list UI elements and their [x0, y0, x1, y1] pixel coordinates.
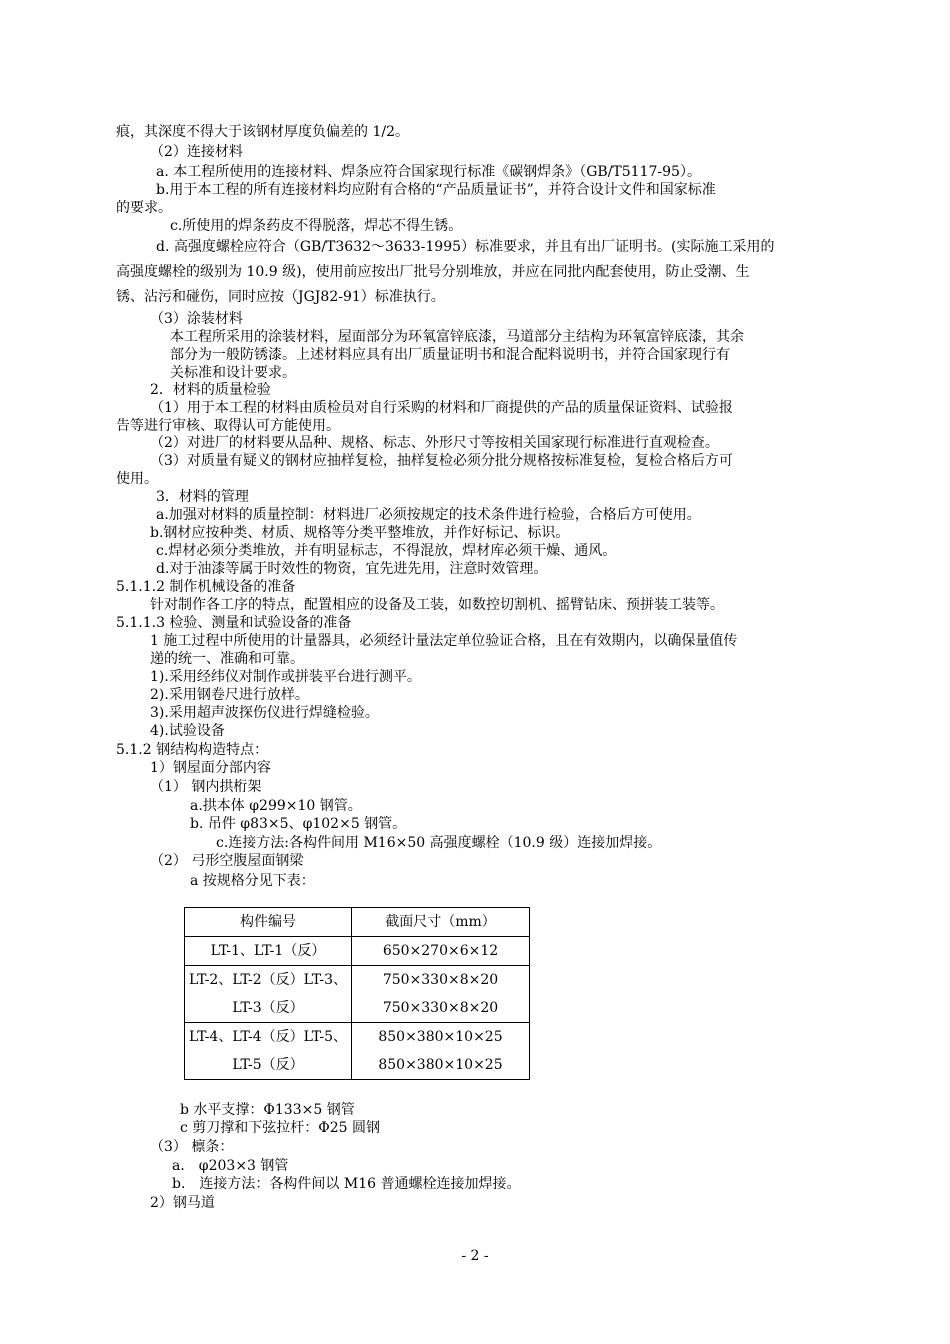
list-item: a.拱本体 φ299×10 钢管。	[190, 798, 362, 814]
list-item: b.用于本工程的所有连接材料均应附有合格的“产品质量证书”，并符合设计文件和国家标准	[156, 182, 716, 198]
paragraph-line: 的要求。	[116, 200, 172, 216]
list-item: c 剪刀撑和下弦拉杆：Φ25 圆钢	[180, 1120, 381, 1136]
list-item: b. 吊件 φ83×5、φ102×5 钢管。	[190, 816, 407, 832]
paragraph-line: 锈、沾污和碰伤，同时应按（JGJ82-91）标准执行。	[116, 289, 445, 305]
section-heading: 1）钢屋面分部内容	[150, 760, 271, 776]
paragraph-line: 痕，其深度不得大于该钢材厚度负偏差的 1/2。	[116, 124, 409, 140]
table-cell-size	[352, 1023, 530, 1080]
section-heading: 2．材料的质量检验	[150, 382, 271, 398]
size-value: 750×330×8×20	[382, 972, 499, 988]
table-row	[185, 937, 530, 966]
size-value: 750×330×8×20	[382, 1000, 499, 1016]
list-item: c.连接方法:各构件间用 M16×50 高强度螺栓（10.9 级）连接加焊接。	[216, 835, 662, 851]
paragraph-line: 关标准和设计要求。	[170, 365, 296, 381]
list-item: b． 连接方法：各构件间以 M16 普通螺栓连接加焊接。	[172, 1176, 521, 1192]
table-row	[185, 1023, 530, 1080]
paragraph-line: 使用。	[116, 471, 158, 487]
paragraph-line: 部分为一般防锈漆。上述材料应具有出厂质量证明书和混合配料说明书，并符合国家现行有	[170, 347, 730, 363]
list-item: c.所使用的焊条药皮不得脱落，焊芯不得生锈。	[170, 218, 463, 234]
table-cell-size: 650×270×6×12	[352, 937, 530, 966]
table-cell-code: LT-4、LT-4（反）LT-5、LT-5（反）	[185, 1023, 352, 1080]
list-item: a 按规格分见下表：	[190, 873, 315, 889]
page-number: - 2 -	[461, 1248, 489, 1264]
paragraph-line: 针对制作各工序的特点，配置相应的设备及工装，如数控切割机、摇臂钻床、预拼装工装等。	[150, 597, 724, 613]
paragraph-line: （2）对进厂的材料要从品种、规格、标志、外形尺寸等按相关国家现行标准进行直观检查。	[150, 435, 719, 451]
list-item: 2).采用钢卷尺进行放样。	[150, 687, 309, 703]
table-cell-code: LT-1、LT-1（反）	[185, 937, 352, 966]
list-item: 1).采用经纬仪对制作或拼装平台进行测平。	[150, 669, 421, 685]
list-item: a． φ203×3 钢管	[172, 1158, 289, 1174]
list-item: a.加强对材料的质量控制：材料进厂必须按规定的技术条件进行检验，合格后方可使用。	[156, 507, 701, 523]
section-heading: （2）连接材料	[150, 144, 243, 160]
list-item: 3).采用超声波探伤仪进行焊缝检验。	[150, 705, 379, 721]
section-heading: （1） 钢内拱桁架	[150, 779, 262, 795]
beam-spec-table	[184, 907, 530, 1080]
paragraph-line: （3）对质量有疑义的钢材应抽样复检，抽样复检必须分批分规格按标准复检，复检合格后方可	[150, 453, 733, 469]
table-row	[185, 966, 530, 1023]
section-heading: 5.1.1.3 检验、测量和试验设备的准备	[116, 615, 352, 631]
section-heading: 5.1.2 钢结构构造特点：	[116, 742, 269, 758]
paragraph-line: （1）用于本工程的材料由质检员对自行采购的材料和厂商提供的产品的质量保证资料、试验报	[150, 400, 733, 416]
list-item: a. 本工程所使用的连接材料、焊条应符合国家现行标准《碳钢焊条》（GB/T5117-95）。	[156, 164, 701, 180]
size-value: 850×380×10×25	[378, 1029, 503, 1045]
list-item: 4).试验设备	[150, 723, 225, 739]
section-heading: （3） 檩条：	[150, 1139, 234, 1155]
size-value: 850×380×10×25	[378, 1057, 503, 1073]
section-heading: （3）涂装材料	[150, 311, 243, 327]
section-heading: 3．材料的管理	[156, 489, 249, 505]
paragraph-line: 1 施工过程中所使用的计量器具，必须经计量法定单位验证合格，且在有效期内，以确保量值传	[150, 633, 738, 649]
list-item: c.焊材必须分类堆放，并有明显标志，不得混放，焊材库必须干燥、通风。	[156, 543, 617, 559]
column-header: 构件编号	[185, 908, 352, 937]
section-heading: 2）钢马道	[150, 1195, 215, 1211]
list-item: b.钢材应按种类、材质、规格等分类平整堆放，并作好标记、标识。	[150, 525, 570, 541]
paragraph-line: 高强度螺栓的级别为 10.9 级)，使用前应按出厂批号分别堆放，并应在同批内配套使用，防止受潮、生	[116, 264, 750, 280]
table-header-row	[185, 908, 530, 937]
section-heading: 5.1.1.2 制作机械设备的准备	[116, 579, 296, 595]
table-cell-size	[352, 966, 530, 1023]
column-header: 截面尺寸（mm）	[352, 908, 530, 937]
paragraph-line: 递的统一、准确和可靠。	[150, 651, 304, 667]
table-cell-code: LT-2、LT-2（反）LT-3、LT-3（反）	[185, 966, 352, 1023]
list-item: d.对于油漆等属于时效性的物资，宜先进先用，注意时效管理。	[156, 561, 548, 577]
paragraph-line: 告等进行审核、取得认可方能使用。	[116, 418, 340, 434]
list-item: b 水平支撑：Φ133×5 钢管	[180, 1102, 355, 1118]
list-item: d. 高强度螺栓应符合（GB/T3632～3633-1995）标准要求，并且有出厂证明书。(实际施工采用的	[156, 239, 775, 255]
paragraph-line: 本工程所采用的涂装材料，屋面部分为环氧富锌底漆，马道部分主结构为环氧富锌底漆，其余	[170, 329, 744, 345]
section-heading: （2） 弓形空腹屋面钢梁	[150, 853, 304, 869]
